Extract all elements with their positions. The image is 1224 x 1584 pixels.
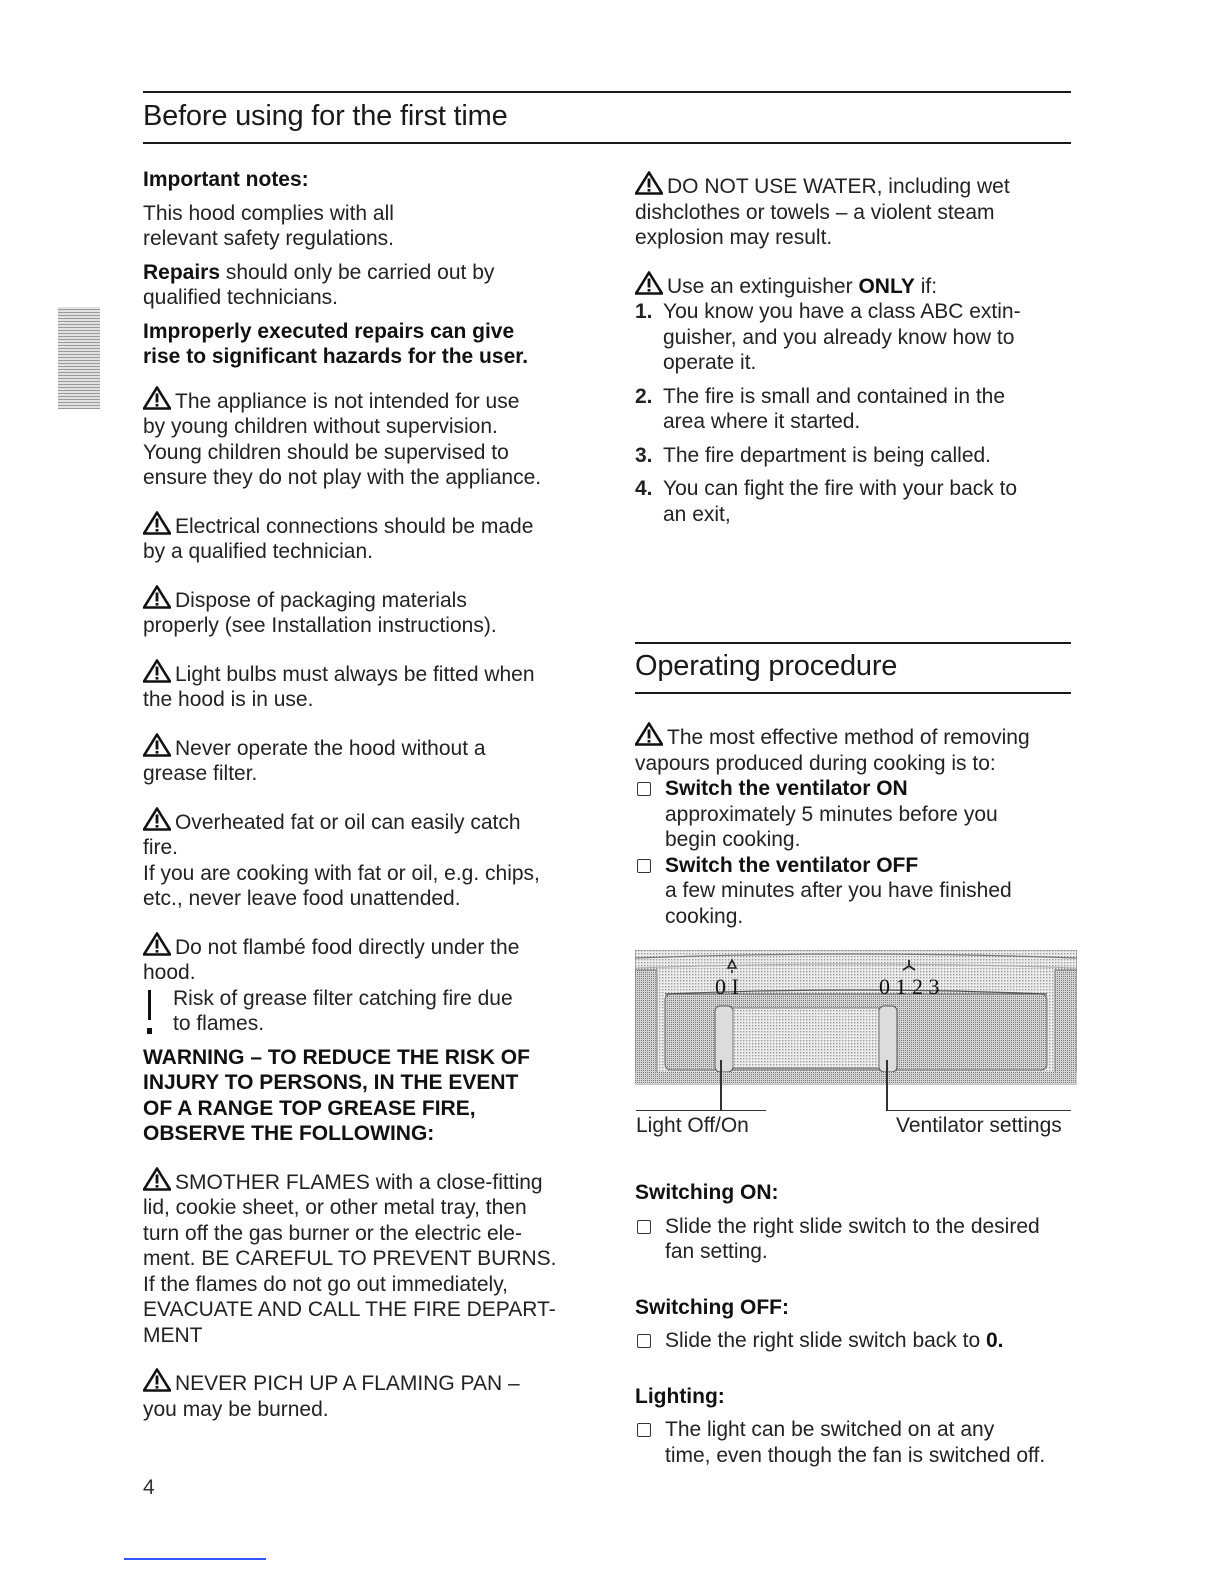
warning-never-pick-up (143, 1368, 593, 1422)
right-column-operating (635, 722, 1075, 929)
switching-off-zero: 0. (986, 1329, 1004, 1352)
warning-triangle-icon (143, 733, 171, 757)
repairs-paragraph (143, 260, 593, 286)
exclamation-icon (143, 986, 173, 1037)
warning-triangle-icon (635, 171, 663, 195)
footer-line (124, 1558, 266, 1560)
important-heading: Important notes: (143, 168, 309, 191)
switching-on-heading: Switching ON: (635, 1181, 779, 1204)
warning-fat-line: fire. (143, 836, 179, 859)
item-number: 4. (635, 477, 653, 500)
warning-fat-line: If you are cooking with fat or oil, e.g. chips, (143, 861, 540, 885)
checklist-item-on (635, 776, 1075, 853)
switch-off-line: cooking. (665, 904, 744, 928)
extinguisher-pre: Use an extinguisher (667, 274, 859, 298)
switching-on-line: Slide the right slide switch to the desired (665, 1214, 1040, 1238)
switch-off-line: a few minutes after you have finished (665, 879, 1012, 902)
item-number: 1. (635, 300, 653, 323)
callout-fan-label: Ventilator settings (896, 1114, 1062, 1137)
control-panel-figure (635, 950, 1077, 1086)
warning-children-line: by young children without supervision. (143, 415, 498, 438)
warning-electrical-line: Electrical connections should be made (175, 514, 534, 538)
numbered-item (635, 384, 1075, 435)
warning-smother-line: EVACUATE AND CALL THE FIRE DEPART- (143, 1298, 556, 1321)
switching-on-line: fan setting. (665, 1240, 768, 1263)
operating-top-rule (635, 642, 1071, 644)
right-column-top (635, 171, 1075, 527)
warning-water-line: dishclothes or towels – a violent steam (635, 200, 995, 224)
item-line: area where it started. (663, 410, 861, 433)
warning-caps-line: OF A RANGE TOP GREASE FIRE, (143, 1096, 476, 1120)
warning-dispose (143, 585, 593, 639)
switching-off-heading: Switching OFF: (635, 1295, 789, 1319)
left-column (143, 167, 593, 1422)
warning-flambe-line: hood. (143, 961, 196, 984)
callout-line-light-h (636, 1110, 766, 1111)
callout-line-fan-h (886, 1110, 1071, 1111)
warning-smother (143, 1167, 593, 1349)
warning-smother-line: turn off the gas burner or the electric ele- (143, 1221, 522, 1245)
warning-dispose-line: properly (see Installation instructions). (143, 614, 497, 637)
lighting-item (635, 1417, 1075, 1468)
numbered-item (635, 476, 1075, 527)
warning-smother-line: lid, cookie sheet, or other metal tray, then (143, 1196, 527, 1219)
warning-children-line: Young children should be supervised to (143, 440, 509, 464)
warning-bulbs (143, 659, 593, 713)
repairs-bold: Repairs (143, 260, 221, 284)
warning-vapour-line: The most effective method of removing (667, 726, 1030, 749)
complies-line-1: This hood complies with all (143, 201, 394, 225)
warning-flambe (143, 932, 593, 986)
warning-caps-line: OBSERVE THE FOLLOWING: (143, 1122, 435, 1145)
numbered-item (635, 443, 1075, 469)
callout-line-light (720, 1060, 722, 1110)
callout-light-label: Light Off/On (636, 1114, 749, 1137)
warning-caps-line: WARNING – TO REDUCE THE RISK OF (143, 1045, 530, 1069)
warning-fat-line: etc., never leave food unattended. (143, 887, 461, 910)
item-number: 3. (635, 443, 653, 467)
warning-triangle-icon (143, 1167, 171, 1191)
warning-children (143, 386, 593, 491)
warning-filter (143, 733, 593, 787)
item-line: The fire is small and contained in the (663, 384, 1006, 408)
warning-caps-line: INJURY TO PERSONS, IN THE EVENT (143, 1071, 519, 1094)
warning-dispose-line: Dispose of packaging materials (175, 588, 467, 612)
warning-vapour (635, 722, 1075, 776)
warning-never-line: you may be burned. (143, 1397, 329, 1421)
lighting-heading: Lighting: (635, 1384, 725, 1408)
warning-children-line: The appliance is not intended for use (175, 389, 520, 413)
warning-fat (143, 807, 593, 912)
warning-smother-line: ment. BE CAREFUL TO PREVENT BURNS. (143, 1247, 557, 1270)
item-line: an exit, (663, 502, 731, 526)
extinguisher-post: if: (914, 274, 938, 298)
warning-electrical (143, 511, 593, 565)
lighting-line: time, even though the fan is switched off. (665, 1443, 1046, 1467)
checkbox-bullet-icon (637, 782, 651, 796)
warning-water-line: explosion may result. (635, 226, 833, 249)
item-line: guisher, and you already know how to (663, 325, 1015, 349)
warning-flambe-line: Do not flambé food directly under the (175, 935, 520, 959)
warning-triangle-icon (635, 271, 663, 295)
warning-filter-line: Never operate the hood without a (175, 736, 486, 760)
operating-underline (635, 692, 1071, 694)
switching-off-text: Slide the right slide switch back to (665, 1329, 986, 1352)
switch-on-line: approximately 5 minutes before you (665, 802, 998, 826)
warning-bulbs-line: the hood is in use. (143, 688, 314, 711)
page-number: 4 (143, 1476, 155, 1499)
warning-triangle-icon (143, 511, 171, 535)
switching-off-item (635, 1328, 1075, 1354)
risk-note (143, 986, 593, 1037)
risk-line: to flames. (173, 1012, 265, 1035)
improper-line-1: Improperly executed repairs can give (143, 319, 515, 343)
warning-filter-line: grease filter. (143, 762, 258, 785)
checkbox-bullet-icon (637, 859, 651, 873)
extinguisher-line (635, 271, 1075, 300)
improper-line-2: rise to significant hazards for the user. (143, 345, 529, 368)
warning-water-line: DO NOT USE WATER, including wet (667, 175, 1010, 198)
item-line: operate it. (663, 351, 757, 374)
fan-switch-scale: 0 1 2 3 (879, 974, 940, 999)
operating-title: Operating procedure (635, 650, 898, 682)
repairs-rest: should only be carried out by (220, 260, 495, 284)
warning-triangle-icon (143, 807, 171, 831)
extinguisher-only: ONLY (858, 274, 915, 298)
checklist-item-off (635, 853, 1075, 930)
warning-smother-line: SMOTHER FLAMES with a close-fitting (175, 1170, 543, 1194)
warning-never-line: NEVER PICH UP A FLAMING PAN – (175, 1372, 520, 1395)
light-switch-scale: 0 I (715, 974, 739, 999)
item-line: The fire department is being called. (663, 443, 992, 467)
complies-line-2: relevant safety regulations. (143, 227, 394, 250)
repairs-line-2: qualified technicians. (143, 286, 338, 309)
switch-off-heading: Switch the ventilator OFF (665, 853, 919, 877)
switch-on-line: begin cooking. (665, 828, 801, 851)
item-line: You can fight the fire with your back to (663, 477, 1018, 500)
warning-water (635, 171, 1075, 251)
checkbox-bullet-icon (637, 1423, 651, 1437)
checkbox-bullet-icon (637, 1220, 651, 1234)
title-underline (143, 142, 1071, 144)
warning-triangle-icon (143, 386, 171, 410)
warning-smother-line: MENT (143, 1323, 203, 1347)
risk-line: Risk of grease filter catching fire due (173, 986, 513, 1010)
callout-line-fan (886, 1060, 888, 1110)
warning-electrical-line: by a qualified technician. (143, 540, 373, 563)
section-tab-marker (58, 307, 100, 409)
item-number: 2. (635, 384, 653, 408)
switch-on-heading: Switch the ventilator ON (665, 777, 908, 800)
warning-fat-line: Overheated fat or oil can easily catch (175, 810, 521, 834)
warning-bulbs-line: Light bulbs must always be fitted when (175, 662, 535, 686)
numbered-item (635, 299, 1075, 376)
warning-children-line: ensure they do not play with the appliance. (143, 466, 542, 489)
warning-smother-line: If the flames do not go out immediately, (143, 1272, 508, 1296)
warning-triangle-icon (143, 932, 171, 956)
item-line: You know you have a class ABC extin- (663, 300, 1021, 323)
switching-on-item (635, 1214, 1075, 1265)
warning-vapour-line: vapours produced during cooking is to: (635, 751, 996, 775)
warning-triangle-icon (143, 1368, 171, 1392)
top-rule (143, 91, 1071, 93)
page-title: Before using for the first time (143, 100, 508, 132)
checkbox-bullet-icon (637, 1334, 651, 1348)
warning-triangle-icon (635, 722, 663, 746)
right-column-switching (635, 1180, 1075, 1468)
warning-triangle-icon (143, 659, 171, 683)
warning-triangle-icon (143, 585, 171, 609)
lighting-line: The light can be switched on at any (665, 1418, 995, 1441)
